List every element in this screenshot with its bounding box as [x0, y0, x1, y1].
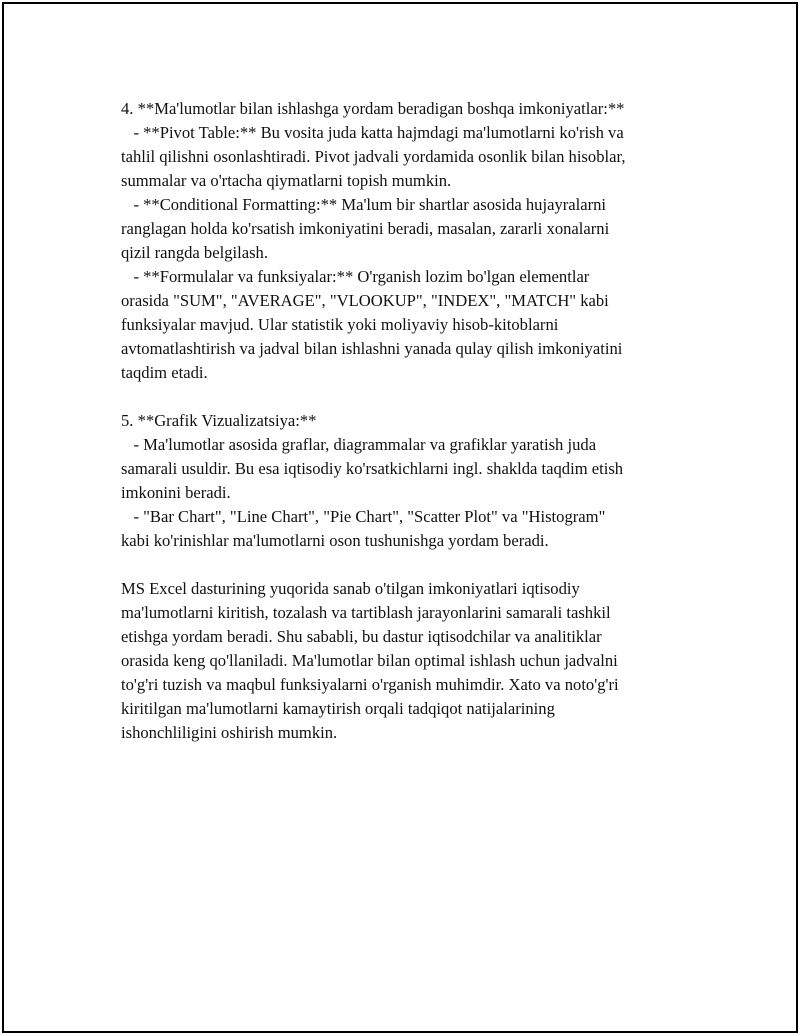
- blank-line: [121, 385, 691, 409]
- section-5: [121, 409, 691, 553]
- paragraph-line: - **Pivot Table:** Bu vosita juda katta hajmdagi ma'lumotlarni ko'rish va: [121, 123, 624, 142]
- conditional-formatting-item: [121, 193, 691, 265]
- paragraph-line: - "Bar Chart", "Line Chart", "Pie Chart", "Scatter Plot" va "Histogram": [121, 507, 606, 526]
- paragraph-line: samarali usuldir. Bu esa iqtisodiy ko'rsatkichlarni ingl. shaklda taqdim etish: [121, 459, 624, 478]
- paragraph-line: ishonchliligini oshirish mumkin.: [121, 723, 338, 742]
- paragraph-line: taqdim etadi.: [121, 363, 208, 382]
- pivot-table-item: [121, 121, 691, 193]
- paragraph-line: kiritilgan ma'lumotlarni kamaytirish orqali tadqiqot natijalarining: [121, 699, 555, 718]
- conclusion-paragraph: [121, 577, 691, 745]
- paragraph-line: orasida "SUM", "AVERAGE", "VLOOKUP", "INDEX", "MATCH" kabi: [121, 291, 609, 310]
- paragraph-line: - Ma'lumotlar asosida graflar, diagrammalar va grafiklar yaratish juda: [121, 435, 597, 454]
- paragraph-line: orasida keng qo'llaniladi. Ma'lumotlar bilan optimal ishlash uchun jadvalni: [121, 651, 618, 670]
- page-frame: [2, 2, 798, 1033]
- paragraph-line: tahlil qilishni osonlashtiradi. Pivot jadvali yordamida osonlik bilan hisoblar,: [121, 147, 626, 166]
- paragraph-line: funksiyalar mavjud. Ular statistik yoki moliyaviy hisob-kitoblarni: [121, 315, 559, 334]
- paragraph-line: to'g'ri tuzish va maqbul funksiyalarni o'rganish muhimdir. Xato va noto'g'ri: [121, 675, 619, 694]
- paragraph-line: avtomatlashtirish va jadval bilan ishlashni yanada qulay qilish imkoniyatini: [121, 339, 623, 358]
- section-heading: 5. **Grafik Vizualizatsiya:**: [121, 411, 317, 430]
- section-4: [121, 97, 691, 385]
- paragraph-line: kabi ko'rinishlar ma'lumotlarni oson tushunishga yordam beradi.: [121, 531, 549, 550]
- paragraph-line: etishga yordam beradi. Shu sababli, bu dastur iqtisodchilar va analitiklar: [121, 627, 602, 646]
- paragraph-line: ranglagan holda ko'rsatish imkoniyatini beradi, masalan, zararli xonalarni: [121, 219, 610, 238]
- formulas-item: [121, 265, 691, 385]
- paragraph-line: summalar va o'rtacha qiymatlarni topish mumkin.: [121, 171, 452, 190]
- paragraph-line: qizil rangda belgilash.: [121, 243, 268, 262]
- charts-item: [121, 433, 691, 505]
- blank-line: [121, 553, 691, 577]
- paragraph-line: - **Formulalar va funksiyalar:** O'rganish lozim bo'lgan elementlar: [121, 267, 590, 286]
- paragraph-line: ma'lumotlarni kiritish, tozalash va tartiblash jarayonlarini samarali tashkil: [121, 603, 611, 622]
- paragraph-line: MS Excel dasturining yuqorida sanab o'tilgan imkoniyatlari iqtisodiy: [121, 579, 580, 598]
- chart-types-item: [121, 505, 691, 553]
- document-body: [121, 97, 691, 745]
- paragraph-line: - **Conditional Formatting:** Ma'lum bir shartlar asosida hujayralarni: [121, 195, 607, 214]
- section-heading: 4. **Ma'lumotlar bilan ishlashga yordam beradigan boshqa imkoniyatlar:**: [121, 99, 625, 118]
- paragraph-line: imkonini beradi.: [121, 483, 231, 502]
